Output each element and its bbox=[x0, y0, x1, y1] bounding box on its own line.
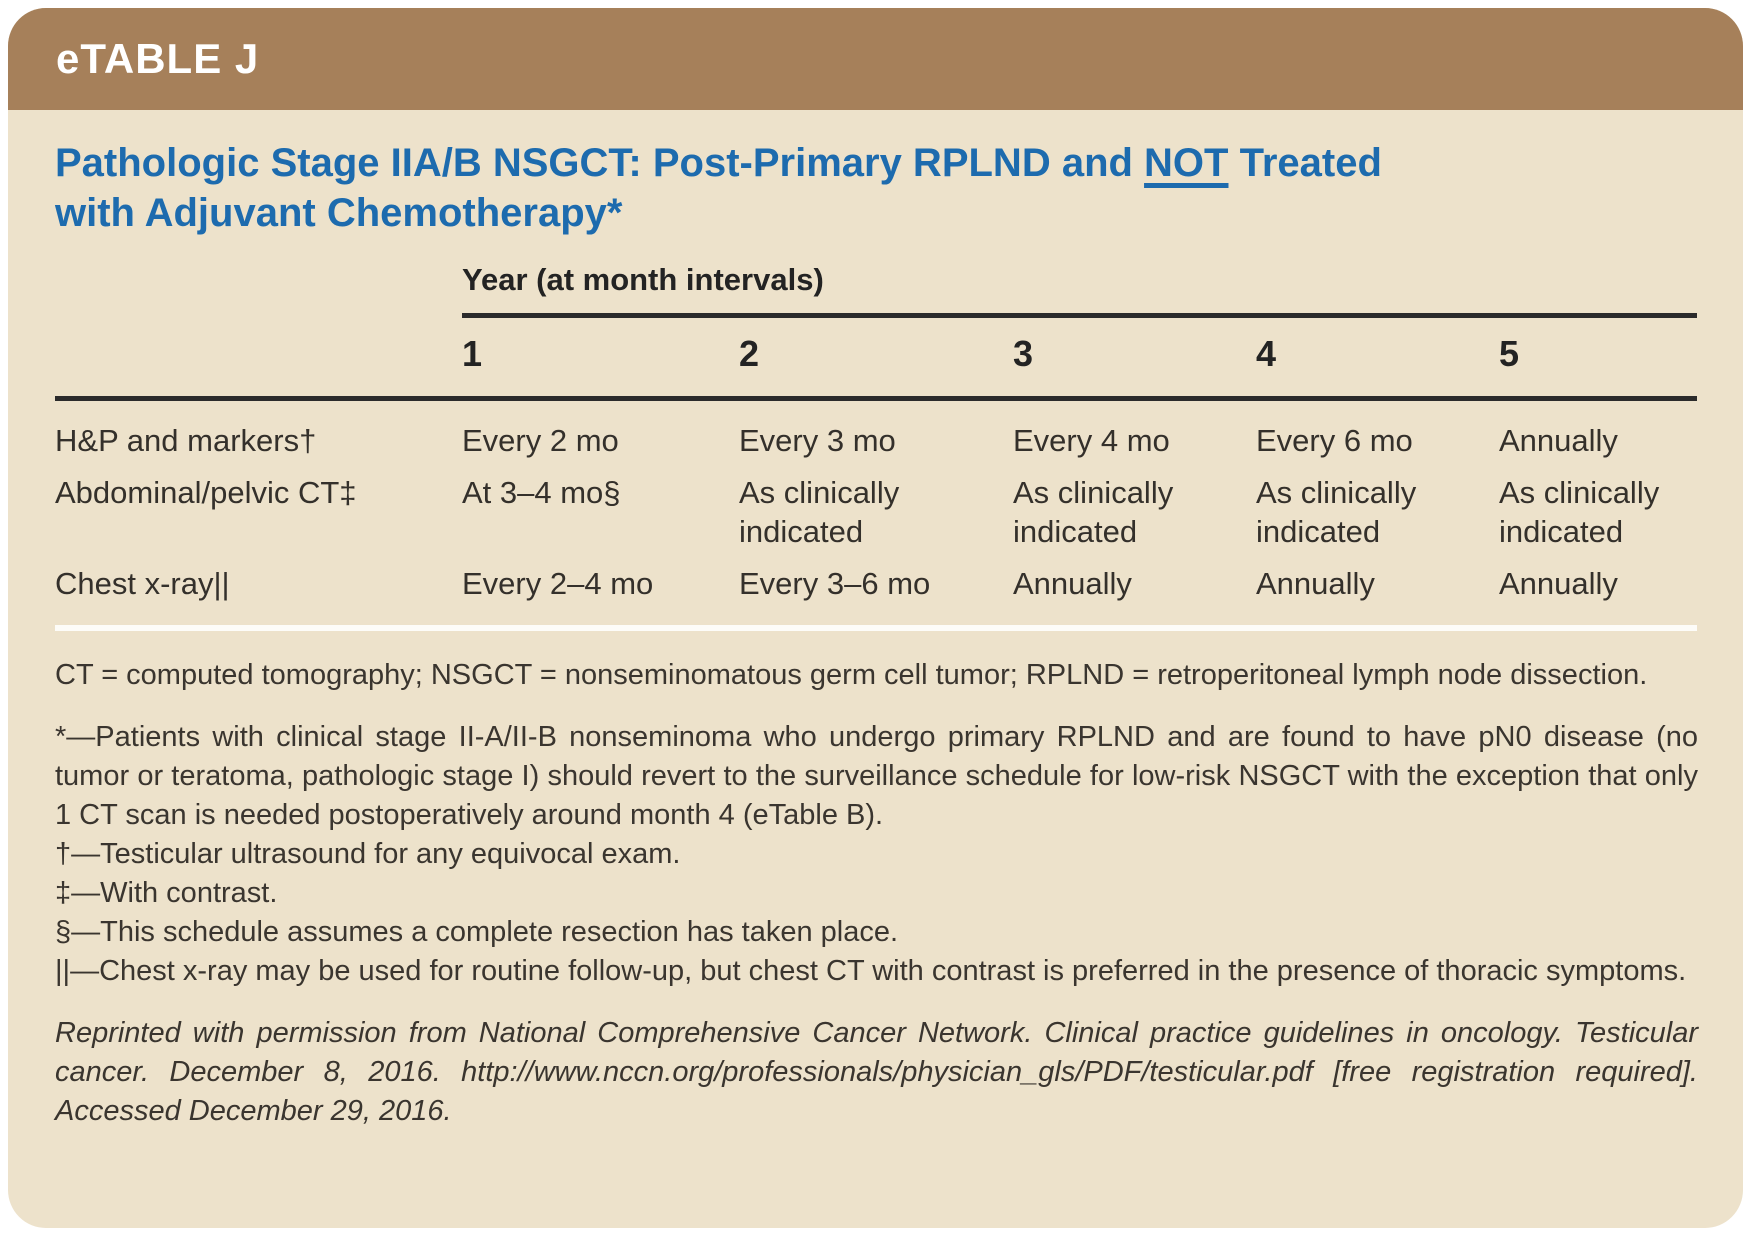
underlined-not: NOT bbox=[1144, 141, 1229, 185]
row-label-hp-markers: H&P and markers† bbox=[55, 423, 317, 458]
table-cell: At 3–4 mo§ bbox=[462, 475, 621, 510]
table-cell: Annually bbox=[1013, 566, 1132, 601]
table-cell: Annually bbox=[1256, 566, 1375, 601]
table-cell: Annually bbox=[1499, 423, 1618, 458]
year-column-header-1: 1 bbox=[462, 333, 483, 374]
spacer-row bbox=[55, 401, 1697, 421]
footnote-block bbox=[55, 718, 1698, 991]
table-cell: Every 2–4 mo bbox=[462, 566, 654, 601]
table-cell: As clinically indicated bbox=[1499, 475, 1660, 549]
table-cell: Every 2 mo bbox=[462, 423, 619, 458]
year-column-header-4: 4 bbox=[1256, 333, 1277, 374]
table-title-line1: Pathologic Stage IIA/B NSGCT: Post-Primary RPLND and NOT Treated bbox=[55, 141, 1382, 185]
table-title-line2: with Adjuvant Chemotherapy* bbox=[55, 191, 623, 235]
table-cell: As clinically indicated bbox=[739, 475, 900, 549]
abbreviations-note: CT = computed tomography; NSGCT = nonseminomatous germ cell tumor; RPLND = retroperitoneal lymph node dissection. bbox=[55, 659, 1648, 691]
table-cell: Every 3–6 mo bbox=[739, 566, 931, 601]
year-header: Year (at month intervals) bbox=[462, 262, 1697, 318]
row-label-abdominal-pelvic-ct: Abdominal/pelvic CT‡ bbox=[55, 475, 357, 510]
surveillance-table bbox=[55, 262, 1698, 631]
table-cell: Annually bbox=[1499, 566, 1618, 601]
year-column-header-3: 3 bbox=[1013, 333, 1034, 374]
spacer-cell bbox=[55, 262, 462, 318]
table-banner bbox=[8, 8, 1743, 110]
spacer-cell bbox=[55, 318, 462, 396]
table-banner-label: eTABLE J bbox=[56, 35, 260, 82]
year-column-header-5: 5 bbox=[1499, 333, 1520, 374]
table-cell: Every 6 mo bbox=[1256, 423, 1413, 458]
table-cell: As clinically indicated bbox=[1256, 475, 1417, 549]
table-cell: Every 4 mo bbox=[1013, 423, 1170, 458]
year-column-header-2: 2 bbox=[739, 333, 760, 374]
footnote-section: §—This schedule assumes a complete resection has taken place. bbox=[55, 916, 899, 948]
citation: Reprinted with permission from National Comprehensive Cancer Network. Clinical practice guidelines in oncology. Testicular cancer. December 8, 2016. http://www.nccn.org/professionals/physician_gls/PDF/testicular.pdf [free registration required]. Accessed December 29, 2016. bbox=[55, 1017, 1698, 1127]
footnote-double-dagger: ‡—With contrast. bbox=[55, 877, 278, 909]
bottom-rule bbox=[55, 625, 1697, 631]
footnote-star: *—Patients with clinical stage II-A/II-B nonseminoma who undergo primary RPLND and are found to have pN0 disease (no tumor or teratoma, pathologic stage I) should revert to the surveillance schedule for low-risk NSGCT with the exception that only 1 CT scan is needed postoperatively around month 4 (eTable B). bbox=[55, 721, 1698, 831]
table-cell: Every 3 mo bbox=[739, 423, 896, 458]
table-title bbox=[55, 138, 1698, 238]
footnote-dagger: †—Testicular ultrasound for any equivocal exam. bbox=[55, 838, 681, 870]
footnote-pipes: ||—Chest x-ray may be used for routine follow-up, but chest CT with contrast is preferred in the presence of thoracic symptoms. bbox=[55, 955, 1687, 987]
table-body bbox=[8, 110, 1743, 1131]
table-cell: As clinically indicated bbox=[1013, 475, 1174, 549]
row-label-chest-xray: Chest x-ray|| bbox=[55, 566, 230, 601]
etable-card bbox=[8, 8, 1743, 1228]
